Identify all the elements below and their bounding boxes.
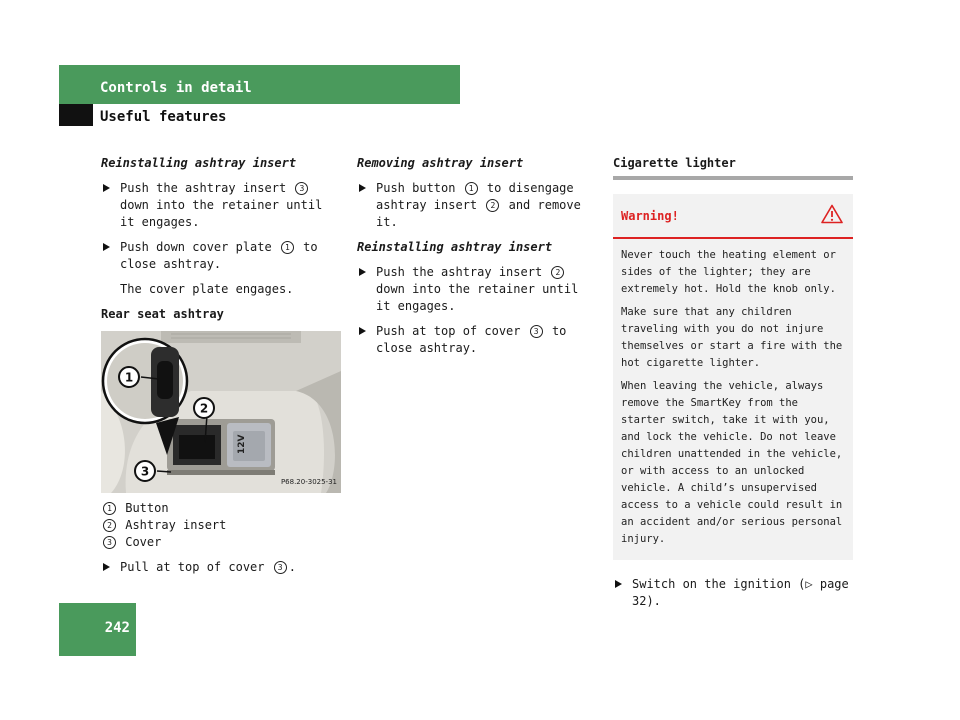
socket-12v-label: 12V — [237, 434, 247, 454]
instruction-ignition: Switch on the ignition (▷ page 32). — [613, 576, 853, 610]
warning-header — [613, 194, 853, 239]
subsection-title: Useful features — [100, 109, 227, 125]
column-3 — [613, 155, 853, 618]
column-2 — [357, 155, 597, 365]
instruction-pull-cover: Pull at top of cover 3 . — [101, 559, 341, 576]
callout-3 — [135, 461, 155, 481]
heading-reinstall: Reinstalling ashtray insert — [101, 156, 297, 170]
warning-paragraph: Make sure that any children traveling with you do not injure themselves or start a fire with the hot cigarette lighter. — [621, 306, 843, 369]
callout-2 — [194, 398, 214, 418]
svg-text:3: 3 — [140, 464, 150, 479]
svg-text:2: 2 — [199, 401, 209, 416]
instruction-close-cover: Push at top of cover 3 to close ashtray. — [357, 323, 597, 357]
heading-removing: Removing ashtray insert — [357, 156, 524, 170]
figure-legend — [101, 500, 341, 551]
page-number-box — [59, 603, 136, 656]
callout-number: 1 — [281, 241, 294, 254]
legend-item: 3 Cover — [101, 534, 341, 551]
callout-number: 1 — [465, 182, 478, 195]
callout-number: 2 — [551, 266, 564, 279]
callout-1 — [119, 367, 139, 387]
warning-paragraph: Never touch the heating element or sides of the lighter; they are extremely hot. Hold the knob only. — [621, 249, 836, 295]
heading-rear-ashtray: Rear seat ashtray — [101, 307, 224, 321]
note-engages: The cover plate engages. — [120, 282, 294, 296]
heading-rule — [613, 176, 853, 180]
heading-reinstall-2: Reinstalling ashtray insert — [357, 240, 553, 254]
column-1 — [101, 155, 341, 584]
callout-number: 3 — [530, 325, 543, 338]
warning-title: Warning! — [621, 209, 679, 223]
page-number: 242 — [104, 620, 130, 636]
instruction-push-cover: Push down cover plate 1 to close ashtray. — [101, 239, 341, 273]
warning-box — [613, 194, 853, 560]
instruction-push-insert: Push the ashtray insert 3 down into the retainer until it engages. — [101, 180, 341, 231]
rear-ashtray-illustration — [101, 331, 341, 493]
warning-body — [613, 239, 853, 560]
section-title: Controls in detail — [100, 80, 252, 96]
svg-text:1: 1 — [124, 370, 134, 385]
legend-item: 1 Button — [101, 500, 341, 517]
callout-number: 3 — [295, 182, 308, 195]
header-tab — [59, 104, 93, 126]
heading-cigarette-lighter: Cigarette lighter — [613, 156, 736, 170]
instruction-push-button: Push button 1 to disengage ashtray insert 2 and remove it. — [357, 180, 597, 231]
warning-paragraph: When leaving the vehicle, always remove the SmartKey from the starter switch, take it with you, and lock the vehicle. Do not leave children unattended in the vehicle, or with access to an unlocked vehicle. A child’s unsupervised access to a vehicle could result in an accident and/or serious personal injury. — [621, 380, 843, 545]
warning-triangle-icon — [821, 204, 843, 229]
rear-ashtray-figure — [101, 331, 341, 493]
legend-item: 2 Ashtray insert — [101, 517, 341, 534]
page-ref-icon: ▷ — [805, 577, 813, 591]
instruction-push-insert-2: Push the ashtray insert 2 down into the retainer until it engages. — [357, 264, 597, 315]
figure-code: P68.20-3025-31 — [280, 478, 337, 486]
callout-number: 3 — [274, 561, 287, 574]
callout-number: 2 — [486, 199, 499, 212]
